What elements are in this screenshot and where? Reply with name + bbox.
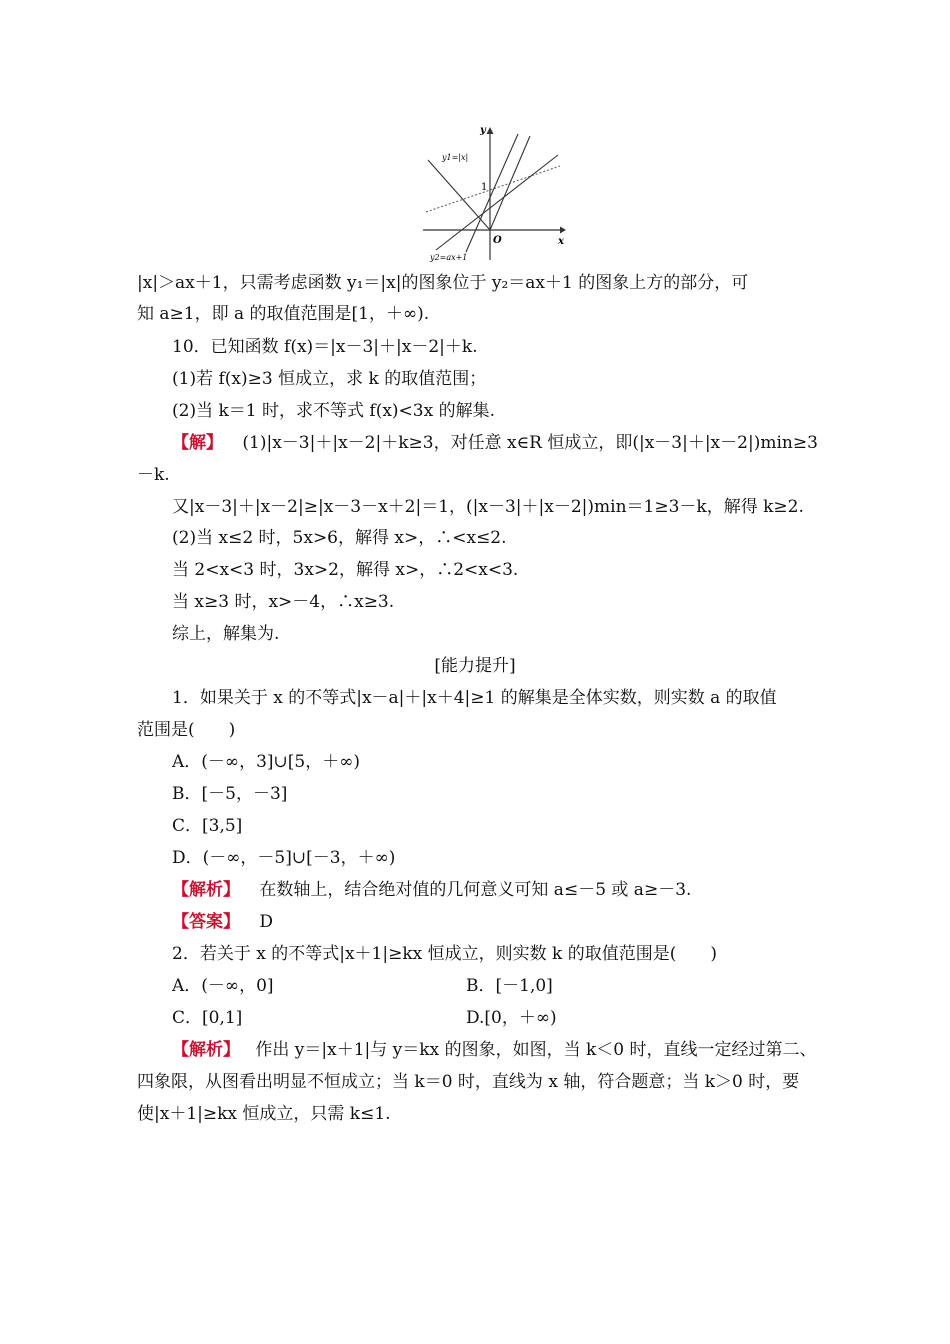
solution-line: 【解】 (1)|x－3|＋|x－2|＋k≥3，对任意 x∈R 恒成立，即(|x－3|＋|x－2|)min≥3 [172, 433, 818, 453]
problem-10-title: 10．已知函数 f(x)＝|x－3|＋|x－2|＋k. [172, 337, 478, 357]
y2-label: y2=ax+1 [430, 253, 468, 262]
option-d: D.[0，＋∞) [466, 1008, 557, 1028]
x-axis-label: x [558, 236, 564, 247]
text-line: 范围是( ) [137, 720, 236, 740]
y-axis-label: y [480, 125, 486, 136]
option-d: D．(－∞，－5]∪[－3，＋∞) [172, 848, 396, 868]
line-y2-steep [466, 134, 518, 252]
analysis-line: 【解析】 在数轴上，结合绝对值的几何意义可知 a≤－5 或 a≥－3. [172, 880, 692, 900]
text-line: －k. [137, 465, 170, 485]
problem-10-part2: (2)当 k＝1 时，求不等式 f(x)<3x 的解集. [172, 401, 496, 421]
text-line: 四象限，从图看出明显不恒成立；当 k＝0 时，直线为 x 轴，符合题意；当 k＞0 时，要 [137, 1072, 800, 1092]
text-line: 使|x＋1|≥kx 恒成立，只需 k≤1. [137, 1104, 391, 1124]
text-line: 知 a≥1，即 a 的取值范围是[1，＋∞). [137, 304, 430, 324]
y1-label: y1=|x| [442, 153, 469, 162]
y-axis-arrow-icon [487, 127, 494, 134]
text-line: 当 2<x<3 时，3x>2，解得 x>，∴2<x<3. [172, 560, 519, 580]
problem-10-part1: (1)若 f(x)≥3 恒成立，求 k 的取值范围； [172, 369, 487, 389]
answer-line: 【答案】 D [172, 912, 274, 932]
text-line: 当 x≥3 时，x>－4，∴x≥3. [172, 592, 395, 612]
text-line: (2)当 x≤2 时，5x>6，解得 x>，∴<x≤2. [172, 528, 507, 548]
question-1: 1．如果关于 x 的不等式|x－a|＋|x＋4|≥1 的解集是全体实数，则实数 a 的取值 [172, 688, 777, 708]
option-b: B．[－5，－3] [172, 784, 288, 804]
option-c: C．[0,1] [172, 1008, 243, 1028]
text-line: 综上，解集为. [172, 624, 280, 644]
intercept-label: 1 [481, 182, 488, 193]
function-graph-figure [418, 122, 568, 262]
option-a: A．(－∞，3]∪[5，＋∞) [172, 752, 361, 772]
option-b: B．[－1,0] [466, 976, 553, 996]
answer-tag: 【答案】 [172, 912, 240, 932]
question-2: 2．若关于 x 的不等式|x＋1|≥kx 恒成立，则实数 k 的取值范围是( ) [172, 944, 717, 964]
option-a: A．(－∞，0] [172, 976, 274, 996]
text-line: |x|＞ax＋1，只需考虑函数 y₁＝|x|的图象位于 y₂＝ax＋1 的图象上方的部分，可 [137, 273, 749, 293]
origin-label: O [493, 235, 502, 246]
text-line: 又|x－3|＋|x－2|≥|x－3－x＋2|＝1，(|x－3|＋|x－2|)min＝1≥3－k，解得 k≥2. [172, 497, 804, 517]
analysis-tag: 【解析】 [172, 1040, 240, 1060]
section-title: [能力提升] [434, 656, 516, 676]
x-axis-arrow-icon [560, 227, 566, 234]
option-c: C．[3,5] [172, 816, 243, 836]
analysis-tag: 【解析】 [172, 880, 240, 900]
solution-tag: 【解】 [172, 433, 223, 453]
analysis-line: 【解析】 作出 y＝|x＋1|与 y＝kx 的图象，如图，当 k＜0 时，直线一定经过第二、 [172, 1040, 817, 1060]
